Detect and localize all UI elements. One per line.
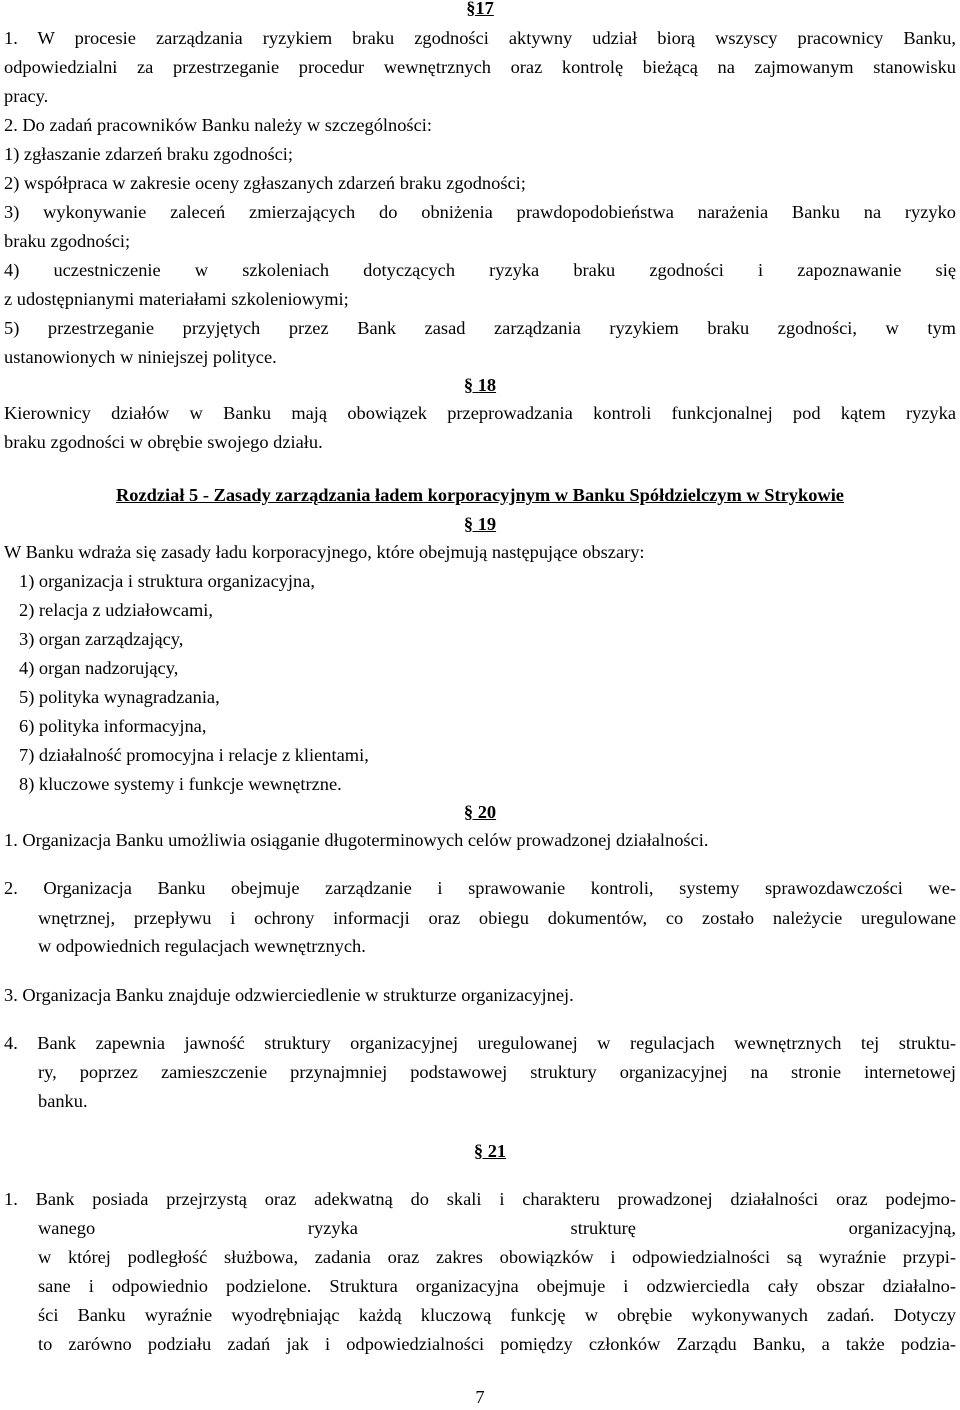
- s17-p1-line: 1. W procesie zarządzania ryzykiem braku zgodności aktywny udział biorą wszyscy pracownicy Banku,: [4, 28, 956, 48]
- s21-p1-line: to zarówno podziału zadań jak i odpowiedzialności pomiędzy członków Zarządu Banku, a także podzia-: [38, 1334, 956, 1354]
- s19-list-item: 3) organ zarządzający,: [19, 629, 184, 649]
- s21-p1-line: wanego ryzyka strukturę organizacyjną,: [38, 1218, 956, 1238]
- s19-list-item: 5) polityka wynagradzania,: [19, 687, 220, 707]
- s20-p1: 1. Organizacja Banku umożliwia osiąganie długoterminowych celów prowadzonej działalności.: [4, 830, 709, 850]
- s17-list-item: 1) zgłaszanie zdarzeń braku zgodności;: [4, 144, 294, 164]
- s19-list-item: 1) organizacja i struktura organizacyjna,: [19, 571, 316, 591]
- s18-line: Kierownicy działów w Banku mają obowiązek przeprowadzania kontroli funkcjonalnej pod kątem ryzyka: [4, 403, 956, 423]
- chapter-5-title: Rozdział 5 - Zasady zarządzania ładem korporacyjnym w Banku Spółdzielczym w Strykowie: [116, 485, 844, 505]
- s17-p1-line: odpowiedzialni za przestrzeganie procedur wewnętrznych oraz kontrolę bieżącą na zajmowanym stanowisku: [4, 57, 956, 77]
- s20-p2-line: wnętrznej, przepływu i ochrony informacji oraz obiegu dokumentów, co zostało należycie uregulowane: [38, 908, 956, 928]
- s17-list-item: 3) wykonywanie zaleceń zmierzających do obniżenia prawdopodobieństwa narażenia Banku na ryzyko: [4, 202, 956, 222]
- s17-p2-intro: 2. Do zadań pracowników Banku należy w szczególności:: [4, 115, 432, 135]
- s21-p1-line: 1. Bank posiada przejrzystą oraz adekwatną do skali i charakteru prowadzonej działalności oraz podejmo-: [4, 1189, 956, 1209]
- s17-list-item: 5) przestrzeganie przyjętych przez Bank zasad zarządzania ryzykiem braku zgodności, w tym: [4, 318, 956, 338]
- section-20-heading: § 20: [463, 802, 497, 822]
- s20-p4-line: 4. Bank zapewnia jawność struktury organizacyjnej uregulowanej w regulacjach wewnętrznych tej struktu-: [4, 1033, 956, 1053]
- section-18-heading: § 18: [463, 375, 497, 395]
- s20-p4-line: ry, poprzez zamieszczenie przynajmniej podstawowej struktury organizacyjnej na stronie internetowej: [38, 1062, 956, 1082]
- s17-list-item: z udostępnianymi materiałami szkoleniowymi;: [4, 289, 349, 309]
- s21-p1-line: ści Banku wyraźnie wyodrębniając każdą kluczową funkcję w obrębie wykonywanych zadań. Dotyczy: [38, 1305, 956, 1325]
- page-number: 7: [475, 1387, 485, 1407]
- s19-list-item: 6) polityka informacyjna,: [19, 716, 207, 736]
- s20-p4-line: banku.: [38, 1091, 88, 1111]
- s19-intro: W Banku wdraża się zasady ładu korporacyjnego, które obejmują następujące obszary:: [4, 542, 645, 562]
- s17-list-item: ustanowionych w niniejszej polityce.: [4, 347, 277, 367]
- section-17-heading: §17: [466, 0, 494, 18]
- s17-p1-line: pracy.: [4, 86, 49, 106]
- s19-list-item: 7) działalność promocyjna i relacje z klientami,: [19, 745, 369, 765]
- s20-p2-line: w odpowiednich regulacjach wewnętrznych.: [38, 936, 366, 956]
- s19-list-item: 2) relacja z udziałowcami,: [19, 600, 214, 620]
- s19-list-item: 4) organ nadzorujący,: [19, 658, 179, 678]
- section-19-heading: § 19: [463, 514, 497, 534]
- section-21-heading: § 21: [473, 1141, 507, 1161]
- s21-p1-line: w której podległość służbowa, zadania oraz zakres obowiązków i odpowiedzialności są wyraźnie przypi-: [38, 1247, 956, 1267]
- s21-p1-line: sane i odpowiednio podzielone. Struktura organizacyjna obejmuje i odzwierciedla cały obszar działalno-: [38, 1276, 956, 1296]
- s20-p3: 3. Organizacja Banku znajduje odzwierciedlenie w strukturze organizacyjnej.: [4, 985, 574, 1005]
- s17-list-item: braku zgodności;: [4, 231, 131, 251]
- s20-p2-line: 2. Organizacja Banku obejmuje zarządzanie i sprawowanie kontroli, systemy sprawozdawczości we-: [4, 878, 956, 898]
- s18-line: braku zgodności w obrębie swojego działu.: [4, 432, 323, 452]
- s17-list-item: 2) współpraca w zakresie oceny zgłaszanych zdarzeń braku zgodności;: [4, 173, 526, 193]
- s19-list-item: 8) kluczowe systemy i funkcje wewnętrzne.: [19, 774, 342, 794]
- s17-list-item: 4) uczestniczenie w szkoleniach dotyczących ryzyka braku zgodności i zapoznawanie się: [4, 260, 956, 280]
